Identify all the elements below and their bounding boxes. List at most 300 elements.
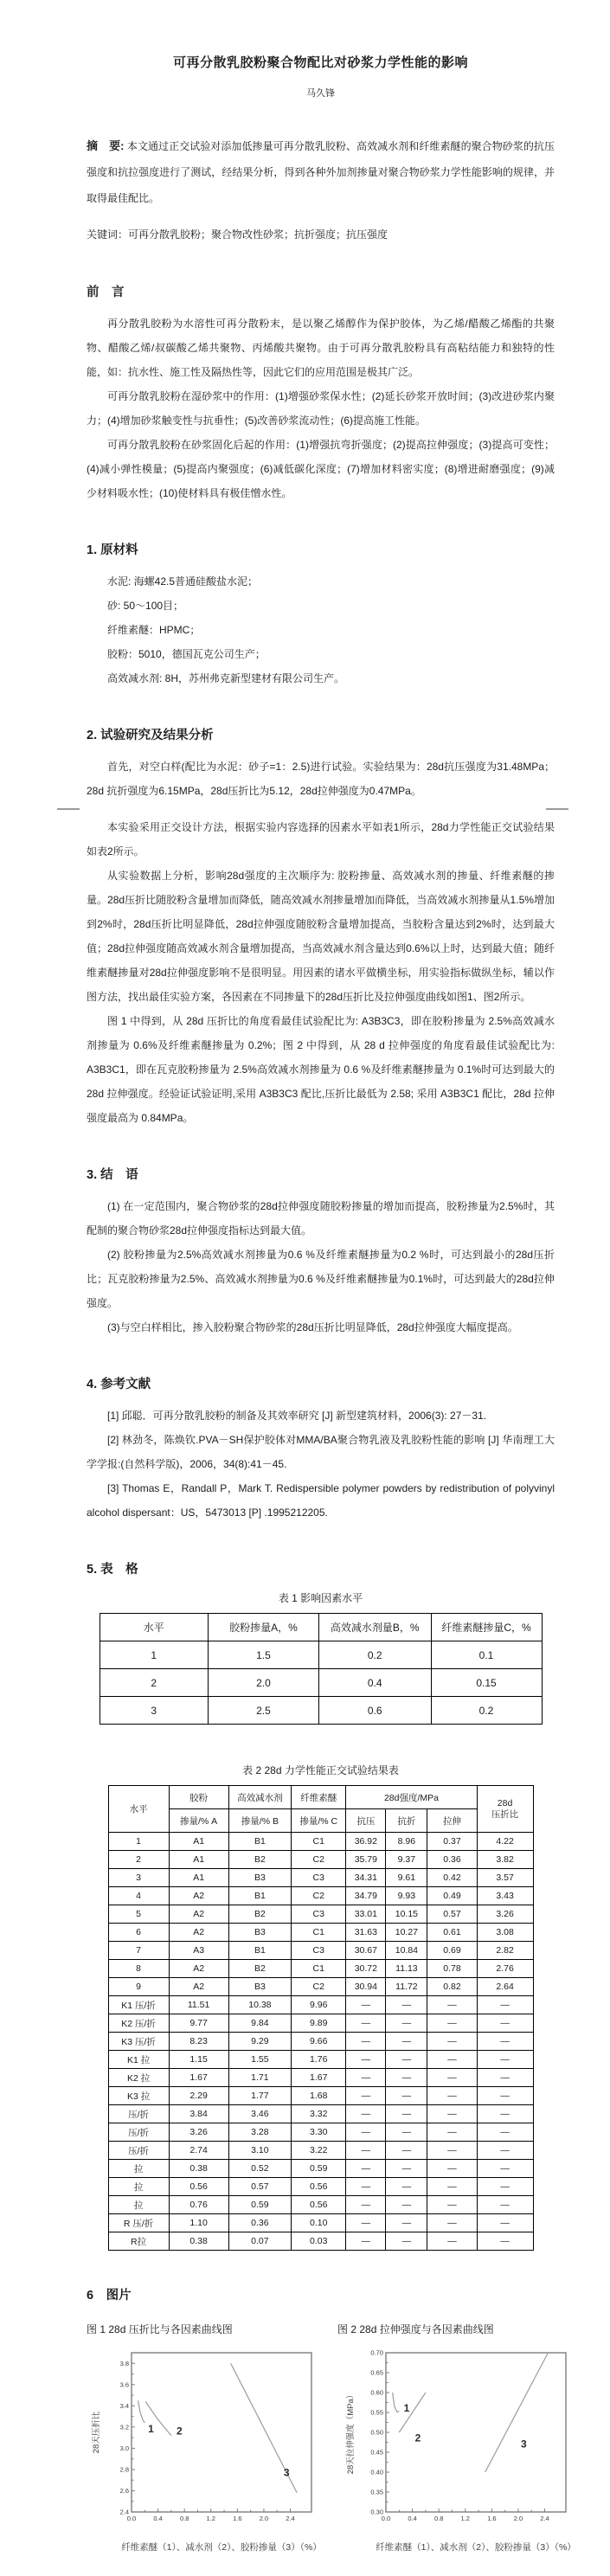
table2-cell: 0.36 xyxy=(228,2214,292,2232)
table2-cell: B1 xyxy=(228,1887,292,1905)
svg-text:2: 2 xyxy=(177,2425,183,2438)
table2-cell: A2 xyxy=(169,1978,228,1996)
table2-cell: 30.72 xyxy=(346,1960,386,1978)
conclusion-paragraph: (2) 胶粉掺量为2.5%高效减水剂掺量为0.6 %及纤维素醚掺量为0.2 %时，可达到最小的28d压折比；瓦克胶粉掺量为2.5%、高效减水剂掺量为0.6 %及纤维素醚掺量为0.1%时，可达到最大的28d拉伸强度。 xyxy=(87,1249,555,1309)
abstract xyxy=(87,133,555,211)
table2-cell: A1 xyxy=(169,1869,228,1887)
table2-cell: 31.63 xyxy=(346,1924,386,1942)
svg-text:1.2: 1.2 xyxy=(206,2515,215,2522)
table2-cell: 9.61 xyxy=(386,1869,427,1887)
svg-text:3.6: 3.6 xyxy=(119,2380,129,2389)
table2-cell: — xyxy=(386,2014,427,2033)
table1-cell: 1 xyxy=(100,1641,209,1669)
table2-cell: — xyxy=(386,2105,427,2123)
table2-cell: — xyxy=(346,2087,386,2105)
table2-cell: — xyxy=(427,2014,477,2033)
table2-cell: 0.57 xyxy=(427,1905,477,1924)
svg-text:3: 3 xyxy=(521,2438,527,2451)
preface-paragraph: 再分散乳胶粉为水溶性可再分散粉末，是以聚乙烯醇作为保护胶体，为乙烯/醋酸乙烯酯的共聚物、醋酸乙烯/叔碳酸乙烯共聚物、丙烯酸共聚物。由于可再分散乳胶粉具有高粘结能力和独特的性能，如：抗水性、施工性及隔热性等，因此它们的应用范围是极其广泛。 xyxy=(87,318,555,378)
table2-cell: — xyxy=(427,2105,477,2123)
table1-cell: 0.15 xyxy=(431,1669,542,1697)
figure2-caption: 图 2 28d 拉伸强度与各因素曲线图 xyxy=(337,2323,494,2335)
material-line: 水泥: 海螺42.5普通硅酸盐水泥； xyxy=(107,575,259,588)
table2-header-level: 水平 xyxy=(108,1786,169,1833)
table2-row xyxy=(108,1869,533,1887)
table-factor-levels xyxy=(100,1613,543,1725)
page-break-dash-right xyxy=(546,808,568,810)
table2-cell: — xyxy=(346,2033,386,2051)
table2-cell: 3.82 xyxy=(477,1851,533,1869)
table2-cell: — xyxy=(477,2105,533,2123)
svg-text:0.4: 0.4 xyxy=(153,2515,163,2522)
table2-cell: 9.37 xyxy=(386,1851,427,1869)
table2-cell: — xyxy=(346,2051,386,2069)
table2-cell: 3.84 xyxy=(169,2105,228,2123)
table2-cell: 9.66 xyxy=(292,2033,346,2051)
table2-cell: B1 xyxy=(228,1942,292,1960)
table2-header-ratio xyxy=(477,1786,533,1833)
svg-text:2: 2 xyxy=(414,2431,421,2444)
svg-text:纤维素醚（1）、减水剂（2）、胶粉掺量（3）（%）: 纤维素醚（1）、减水剂（2）、胶粉掺量（3）（%） xyxy=(376,2542,576,2553)
heading-conclusion: 3. 结 语 xyxy=(87,1168,138,1182)
heading-references: 4. 参考文献 xyxy=(87,1378,151,1391)
table2-cell: 0.38 xyxy=(169,2160,228,2178)
table2-cell: — xyxy=(477,2123,533,2142)
table2-cell: 0.59 xyxy=(292,2160,346,2178)
table2-cell: C3 xyxy=(292,1905,346,1924)
svg-text:1: 1 xyxy=(148,2423,154,2435)
table2-cell: 33.01 xyxy=(346,1905,386,1924)
table2-cell: — xyxy=(346,2014,386,2033)
conclusion-paragraph: (1) 在一定范围内，聚合物砂浆的28d拉伸强度随胶粉掺量的增加而提高，胶粉掺量为2.5%时，其配制的聚合物砂浆28d拉伸强度指标达到最大值。 xyxy=(87,1200,555,1237)
table2-caption: 表 2 28d 力学性能正交试验结果表 xyxy=(242,1764,399,1776)
table2-row xyxy=(108,1978,533,1996)
svg-text:3.0: 3.0 xyxy=(119,2444,129,2452)
table2-cell: 0.57 xyxy=(228,2178,292,2196)
heading-materials: 1. 原材料 xyxy=(87,543,138,557)
table2-cell: 3.32 xyxy=(292,2105,346,2123)
heading-tables: 5. 表 格 xyxy=(87,1563,138,1577)
table2-cell: 1.68 xyxy=(292,2087,346,2105)
table2-header-ratio-bot: 压折比 xyxy=(491,1808,519,1820)
table1-caption: 表 1 影响因素水平 xyxy=(278,1592,363,1604)
svg-text:28天压折比: 28天压折比 xyxy=(92,2411,101,2454)
table2-cell: 9.89 xyxy=(292,2014,346,2033)
table1-header-row xyxy=(100,1614,542,1641)
svg-text:0.45: 0.45 xyxy=(370,2448,383,2457)
svg-text:1.2: 1.2 xyxy=(460,2515,470,2522)
table2-cell: 9.96 xyxy=(292,1996,346,2014)
table2-cell: — xyxy=(477,2178,533,2196)
table2-cell: 2.82 xyxy=(477,1942,533,1960)
table2-cell: — xyxy=(427,1996,477,2014)
svg-text:0.50: 0.50 xyxy=(370,2428,383,2437)
table2-cell: — xyxy=(386,1996,427,2014)
table2-cell: 1.71 xyxy=(228,2069,292,2087)
table2-cell: — xyxy=(477,2160,533,2178)
table2-row xyxy=(108,2214,533,2232)
svg-text:纤维素醚（1）、减水剂（2）、胶粉掺量（3）（%）: 纤维素醚（1）、减水剂（2）、胶粉掺量（3）（%） xyxy=(121,2542,322,2553)
table2-cell: — xyxy=(477,2087,533,2105)
table2-cell: — xyxy=(477,2069,533,2087)
table2-cell: 5 xyxy=(108,1905,169,1924)
table2-cell: 8 xyxy=(108,1960,169,1978)
table2-cell: 3.26 xyxy=(169,2123,228,2142)
table2-cell: 0.07 xyxy=(228,2232,292,2251)
svg-text:1.6: 1.6 xyxy=(233,2515,242,2522)
table2-cell: — xyxy=(427,2087,477,2105)
svg-text:3.2: 3.2 xyxy=(119,2423,129,2431)
table2-cell: 2 xyxy=(108,1851,169,1869)
heading-preface: 前 言 xyxy=(87,286,125,299)
svg-text:0.8: 0.8 xyxy=(433,2515,444,2522)
svg-text:0.55: 0.55 xyxy=(370,2408,383,2417)
table2-header-flex: 抗折 xyxy=(386,1809,427,1833)
table2-cell: 0.10 xyxy=(292,2214,346,2232)
table2-cell: 压/折 xyxy=(108,2123,169,2142)
table2-cell: A2 xyxy=(169,1960,228,1978)
svg-text:0.4: 0.4 xyxy=(408,2515,417,2522)
table2-cell: 0.36 xyxy=(427,1851,477,1869)
table2-header-ratio-top: 28d xyxy=(497,1797,513,1808)
table2-row xyxy=(108,1942,533,1960)
abstract-text: 本文通过正交试验对添加低掺量可再分散乳胶粉、高效减水剂和纤维素醚的聚合物砂浆的抗压强度和抗拉强度进行了测试，经结果分析，得到各种外加剂掺量对聚合物砂浆力学性能影响的规律，并取得最佳配比。 xyxy=(87,140,555,204)
table2-cell: — xyxy=(477,1996,533,2014)
table2-cell: — xyxy=(386,2178,427,2196)
table2-cell: C2 xyxy=(292,1887,346,1905)
table1-cell: 0.2 xyxy=(318,1641,431,1669)
table2-cell: — xyxy=(477,2014,533,2033)
table2-cell: 35.79 xyxy=(346,1851,386,1869)
table2-cell: 0.42 xyxy=(427,1869,477,1887)
table2-cell: 9 xyxy=(108,1978,169,1996)
abstract-label: 摘 要: xyxy=(87,139,125,152)
svg-text:0.8: 0.8 xyxy=(179,2515,189,2522)
table2-row xyxy=(108,2160,533,2178)
table2-cell: C1 xyxy=(292,1924,346,1942)
svg-text:0.60: 0.60 xyxy=(370,2388,383,2397)
table2-cell: — xyxy=(427,2069,477,2087)
table2-cell: — xyxy=(346,2214,386,2232)
table2-cell: — xyxy=(386,2033,427,2051)
table2-header-c-top: 纤维素醚 xyxy=(292,1786,346,1809)
table1-cell: 0.6 xyxy=(318,1697,431,1725)
table2-cell: — xyxy=(346,2160,386,2178)
table2-cell: — xyxy=(346,2196,386,2214)
table1-cell: 2.5 xyxy=(209,1697,319,1725)
heading-figures: 6 图片 xyxy=(87,2289,132,2303)
table1-header-cell: 水平 xyxy=(100,1614,209,1641)
table2-cell: 10.27 xyxy=(386,1924,427,1942)
table2-cell: 4 xyxy=(108,1887,169,1905)
table2-cell: 30.94 xyxy=(346,1978,386,1996)
page-title: 可再分散乳胶粉聚合物配比对砂浆力学性能的影响 xyxy=(172,55,468,70)
table2-cell: 1 xyxy=(108,1833,169,1851)
table2-cell: 1.77 xyxy=(228,2087,292,2105)
table2-header-row1 xyxy=(108,1786,533,1809)
svg-text:0.0: 0.0 xyxy=(381,2515,391,2522)
table2-cell: 0.52 xyxy=(228,2160,292,2178)
table2-cell: — xyxy=(427,2214,477,2232)
table2-cell: 3.08 xyxy=(477,1924,533,1942)
heading-research: 2. 试验研究及结果分析 xyxy=(87,729,214,742)
table2-cell: — xyxy=(427,2033,477,2051)
table2-cell: 1.55 xyxy=(228,2051,292,2069)
table2-cell: — xyxy=(386,2123,427,2142)
table2-header-a-bot: 掺量/% A xyxy=(169,1809,228,1833)
table2-cell: 3.28 xyxy=(228,2123,292,2142)
table2-cell: B1 xyxy=(228,1833,292,1851)
svg-text:3: 3 xyxy=(283,2466,290,2479)
table2-cell: 10.84 xyxy=(386,1942,427,1960)
reference-item: [3] Thomas E，Randall P，Mark T. Redispersible polymer powders by redistribution of polyvinyl alcohol dispersant：US，5473013 [P] .1995212205. xyxy=(87,1482,555,1519)
table2-cell: — xyxy=(477,2051,533,2069)
table2-cell: — xyxy=(386,2142,427,2160)
table1-row xyxy=(100,1697,542,1725)
table2-row xyxy=(108,1887,533,1905)
table2-cell: A2 xyxy=(169,1887,228,1905)
table2-cell: 8.23 xyxy=(169,2033,228,2051)
table2-cell: 34.79 xyxy=(346,1887,386,1905)
table2-header-a-top: 胶粉 xyxy=(169,1786,228,1809)
svg-text:0.35: 0.35 xyxy=(370,2488,383,2496)
figure1-line-chart xyxy=(88,2344,324,2559)
table2-cell: 11.13 xyxy=(386,1960,427,1978)
table2-cell: 36.92 xyxy=(346,1833,386,1851)
table2-cell: 0.37 xyxy=(427,1833,477,1851)
table2-row xyxy=(108,2069,533,2087)
table2-cell: A1 xyxy=(169,1833,228,1851)
table2-row xyxy=(108,2087,533,2105)
figure1-caption: 图 1 28d 压折比与各因素曲线图 xyxy=(87,2323,233,2335)
table2-cell: 1.67 xyxy=(292,2069,346,2087)
table2-cell: — xyxy=(386,2069,427,2087)
table2-cell: 9.29 xyxy=(228,2033,292,2051)
table2-header-row2 xyxy=(108,1809,533,1833)
table-orthogonal-results xyxy=(108,1785,534,2251)
table2-cell: A2 xyxy=(169,1924,228,1942)
svg-text:2.0: 2.0 xyxy=(513,2515,523,2522)
author-name: 马久锋 xyxy=(306,88,335,99)
table2-cell: A1 xyxy=(169,1851,228,1869)
table2-cell: 0.56 xyxy=(292,2196,346,2214)
table2-cell: 拉 xyxy=(108,2196,169,2214)
table2-cell: 1.67 xyxy=(169,2069,228,2087)
table2-cell: 2.74 xyxy=(169,2142,228,2160)
table2-cell: 0.38 xyxy=(169,2232,228,2251)
table2-cell: — xyxy=(477,2232,533,2251)
table2-cell: K3 压/折 xyxy=(108,2033,169,2051)
page-break-dash-left xyxy=(57,808,80,810)
table2-cell: C2 xyxy=(292,1978,346,1996)
table2-cell: 0.49 xyxy=(427,1887,477,1905)
table1-header-cell: 胶粉掺量A，% xyxy=(209,1614,319,1641)
preface-paragraph: 可再分散乳胶粉在砂浆固化后起的作用：(1)增强抗弯折强度；(2)提高拉伸强度；(3)提高可变性；(4)减小弹性模量；(5)提高内聚强度；(6)减低碳化深度；(7)增加材料密实度；(8)增进耐磨强度；(9)减少材料吸水性；(10)使材料具有极佳憎水性。 xyxy=(87,439,555,499)
table2-cell: 34.31 xyxy=(346,1869,386,1887)
table2-cell: 0.56 xyxy=(169,2178,228,2196)
svg-text:28天拉伸强度（MPa）: 28天拉伸强度（MPa） xyxy=(346,2390,356,2475)
table2-cell: R 压/折 xyxy=(108,2214,169,2232)
table2-cell: 3.57 xyxy=(477,1869,533,1887)
table1-header-cell: 高效减水剂量B，% xyxy=(318,1614,431,1641)
table2-cell: 0.69 xyxy=(427,1942,477,1960)
table2-cell: 压/折 xyxy=(108,2105,169,2123)
table2-cell: — xyxy=(427,2160,477,2178)
page-break-marks xyxy=(87,803,555,815)
table2-row xyxy=(108,1851,533,1869)
table2-cell: — xyxy=(477,2214,533,2232)
table2-cell: — xyxy=(386,2051,427,2069)
table2-cell: C3 xyxy=(292,1869,346,1887)
table2-cell: — xyxy=(477,2033,533,2051)
table2-cell: K1 压/折 xyxy=(108,1996,169,2014)
table2-header-b-top: 高效减水剂 xyxy=(228,1786,292,1809)
table2-cell: 11.51 xyxy=(169,1996,228,2014)
research-paragraph: 本实验采用正交设计方法，根据实验内容选择的因素水平如表1所示，28d力学性能正交试验结果如表2所示。 xyxy=(87,821,555,858)
table2-cell: — xyxy=(386,2087,427,2105)
table2-cell: B3 xyxy=(228,1978,292,1996)
svg-text:0.30: 0.30 xyxy=(370,2508,383,2516)
table1-cell: 0.4 xyxy=(318,1669,431,1697)
table2-cell: 9.84 xyxy=(228,2014,292,2033)
table2-cell: 0.03 xyxy=(292,2232,346,2251)
svg-text:0.65: 0.65 xyxy=(370,2368,383,2377)
svg-text:0.70: 0.70 xyxy=(370,2348,383,2357)
table1-row xyxy=(100,1669,542,1697)
table2-row xyxy=(108,1905,533,1924)
table2-cell: — xyxy=(477,2142,533,2160)
table2-cell: 1.15 xyxy=(169,2051,228,2069)
table2-cell: 0.61 xyxy=(427,1924,477,1942)
table2-cell: B2 xyxy=(228,1851,292,1869)
material-line: 高效减水剂: 8H，苏州弗克新型建材有限公司生产。 xyxy=(107,672,345,684)
table2-cell: 10.38 xyxy=(228,1996,292,2014)
research-paragraph: 图 1 中得到，从 28d 压折比的角度看最佳试验配比为: A3B3C3，即在胶粉掺量为 2.5%高效减水剂掺量为 0.6%及纤维素醚掺量为 0.2%；图 2 中得到，从 28 d 拉伸强度的角度看最佳试验配比为: A3B3C1，即在瓦克胶粉掺量为 2.5%高效减水剂掺量为 0.6 %及纤维素醚掺量为 0.1%时可达到最大的 28d 拉伸强度。经验证试验证明,采用 A3B3C3 配比,压折比最低为 2.58; 采用 A3B3C1 配比，28d 拉伸强度最高为 0.84MPa。 xyxy=(87,1015,555,1124)
table2-row xyxy=(108,2033,533,2051)
figures-row xyxy=(88,2344,576,2559)
table2-cell: 10.15 xyxy=(386,1905,427,1924)
table2-row xyxy=(108,2123,533,2142)
keywords-line: 关键词：可再分散乳胶粉；聚合物改性砂浆；抗折强度；抗压强度 xyxy=(87,228,388,241)
table2-cell: 3.26 xyxy=(477,1905,533,1924)
table2-cell: K2 拉 xyxy=(108,2069,169,2087)
svg-text:0.40: 0.40 xyxy=(370,2468,383,2476)
table2-cell: 4.22 xyxy=(477,1833,533,1851)
table2-cell: K2 压/折 xyxy=(108,2014,169,2033)
svg-text:1: 1 xyxy=(403,2402,410,2415)
table2-row xyxy=(108,2105,533,2123)
table2-cell: — xyxy=(386,2232,427,2251)
research-paragraph: 从实验数据上分析，影响28d强度的主次顺序为: 胶粉掺量、高效减水剂的掺量、纤维素醚的掺量。28d压折比随胶粉含量增加而降低，随高效减水剂掺量增加而降低，当高效减水剂掺量从1.5%增加到2%时，28d压折比明显降低，28d拉伸强度随胶粉含量增加提高，当胶粉含量达到2%时，达到最大值；28d拉伸强度随高效减水剂含量增加提高，当高效减水剂含量达到0.6%以上时，达到最大值；随纤维素醚掺量对28d拉伸强度影响不是很明显。用因素的诸水平做横坐标，用实验指标做纵坐标，辅以作图方法，找出最佳实验方案，各因素在不同掺量下的28d压折比及拉伸强度曲线如图1、图2所示。 xyxy=(87,870,555,1003)
table2-cell: 0.56 xyxy=(292,2178,346,2196)
table2-cell: — xyxy=(346,2069,386,2087)
table2-cell: 2.76 xyxy=(477,1960,533,1978)
table1-cell: 0.2 xyxy=(431,1697,542,1725)
table2-cell: B2 xyxy=(228,1905,292,1924)
table2-cell: — xyxy=(346,2178,386,2196)
material-line: 砂: 50～100目； xyxy=(107,600,184,612)
table2-header-tens: 拉伸 xyxy=(427,1809,477,1833)
table2-cell: C1 xyxy=(292,1960,346,1978)
table2-header-c-bot: 掺量/% C xyxy=(292,1809,346,1833)
table2-cell: C2 xyxy=(292,1851,346,1869)
table2-cell: 2.64 xyxy=(477,1978,533,1996)
table2-row xyxy=(108,2196,533,2214)
table2-cell: 3.46 xyxy=(228,2105,292,2123)
table2-cell: 6 xyxy=(108,1924,169,1942)
table2-cell: 0.59 xyxy=(228,2196,292,2214)
table2-cell: A2 xyxy=(169,1905,228,1924)
table2-cell: — xyxy=(427,2232,477,2251)
research-paragraph: 首先，对空白样(配比为水泥：砂子=1：2.5)进行试验。实验结果为：28d抗压强度为31.48MPa； 28d 抗折强度为6.15MPa，28d压折比为5.12，28d拉伸强度为0.47MPa。 xyxy=(87,761,555,797)
table1-header-cell: 纤维素醚掺量C，% xyxy=(431,1614,542,1641)
table1-cell: 0.1 xyxy=(431,1641,542,1669)
svg-text:0.0: 0.0 xyxy=(126,2515,137,2522)
table2-cell: 3 xyxy=(108,1869,169,1887)
table1-cell: 3 xyxy=(100,1697,209,1725)
table2-row xyxy=(108,1960,533,1978)
table1-row xyxy=(100,1641,542,1669)
table2-cell: K3 拉 xyxy=(108,2087,169,2105)
table2-cell: 11.72 xyxy=(386,1978,427,1996)
table2-cell: — xyxy=(386,2160,427,2178)
figure-captions xyxy=(87,2320,555,2339)
reference-item: [1] 邱聪．可再分散乳胶粉的制备及其效率研究 [J] 新型建筑材料，2006(3): 27－31. xyxy=(107,1410,487,1422)
figure2-line-chart xyxy=(343,2344,578,2559)
table2-cell: 3.22 xyxy=(292,2142,346,2160)
svg-text:2.4: 2.4 xyxy=(540,2515,549,2522)
table2-cell: B3 xyxy=(228,1869,292,1887)
table2-row xyxy=(108,2178,533,2196)
table2-cell: 7 xyxy=(108,1942,169,1960)
table2-cell: — xyxy=(427,2196,477,2214)
table2-header-strength: 28d强度/MPa xyxy=(346,1786,477,1809)
table2-cell: B3 xyxy=(228,1924,292,1942)
table2-cell: — xyxy=(427,2051,477,2069)
table1-cell: 2 xyxy=(100,1669,209,1697)
table2-cell: — xyxy=(386,2196,427,2214)
svg-text:2.4: 2.4 xyxy=(119,2508,129,2516)
material-line: 纤维素醚：HPMC； xyxy=(107,624,201,636)
table2-cell: C1 xyxy=(292,1833,346,1851)
table2-cell: — xyxy=(427,2142,477,2160)
table2-header-comp: 抗压 xyxy=(346,1809,386,1833)
table2-row xyxy=(108,2051,533,2069)
table2-row xyxy=(108,2142,533,2160)
table2-cell: K1 拉 xyxy=(108,2051,169,2069)
table2-cell: 30.67 xyxy=(346,1942,386,1960)
svg-text:2.8: 2.8 xyxy=(119,2465,129,2474)
table2-cell: 9.77 xyxy=(169,2014,228,2033)
table2-cell: — xyxy=(477,2196,533,2214)
table2-cell: 拉 xyxy=(108,2178,169,2196)
table2-header-b-bot: 掺量/% B xyxy=(228,1809,292,1833)
table2-cell: — xyxy=(427,2123,477,2142)
table2-row xyxy=(108,1996,533,2014)
svg-text:1.6: 1.6 xyxy=(487,2515,497,2522)
table2-cell: 压/折 xyxy=(108,2142,169,2160)
table2-row xyxy=(108,1924,533,1942)
table2-cell: — xyxy=(346,1996,386,2014)
table2-row xyxy=(108,2014,533,2033)
table2-cell: 3.30 xyxy=(292,2123,346,2142)
reference-item: [2] 林劲冬，陈焕钦.PVA－SH保护胶体对MMA/BA聚合物乳液及乳胶粉性能的影响 [J] 华南理工大学学报:(自然科学版)，2006，34(8):41－45. xyxy=(87,1434,555,1470)
table2-cell: 拉 xyxy=(108,2160,169,2178)
table2-cell: 1.76 xyxy=(292,2051,346,2069)
svg-text:3.4: 3.4 xyxy=(119,2401,129,2410)
svg-text:3.8: 3.8 xyxy=(119,2359,129,2367)
svg-text:2.4: 2.4 xyxy=(286,2515,295,2522)
